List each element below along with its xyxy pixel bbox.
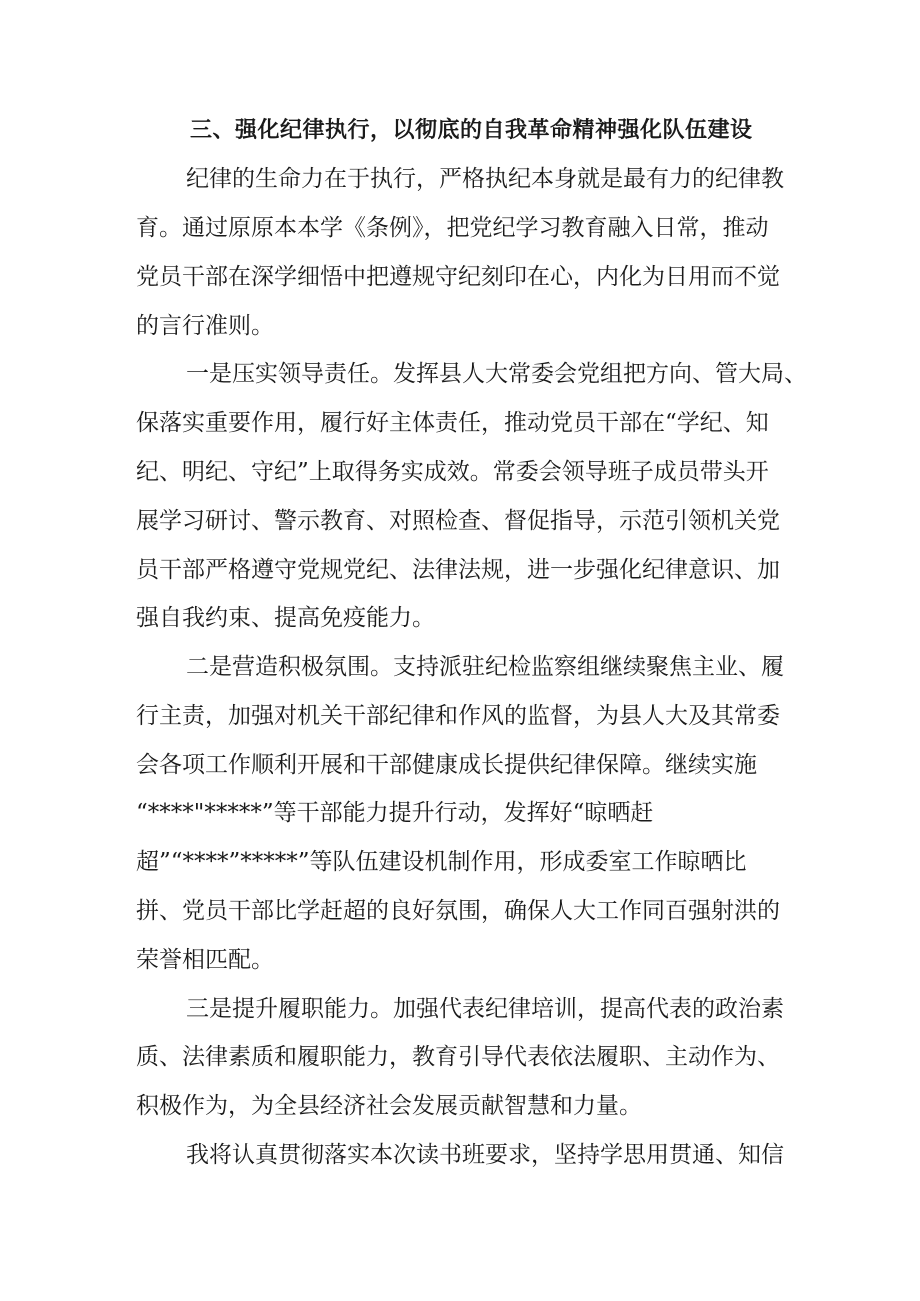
paragraph-line: “****"*****”等干部能力提升行动，发挥好“晾晒赶 <box>136 800 654 826</box>
paragraph-line: 二是营造积极氛围。支持派驻纪检监察组继续聚焦主业、履 <box>186 654 784 680</box>
paragraph-line: 纪、明纪、守纪”上取得务实成效。常委会领导班子成员带头开 <box>136 459 769 485</box>
paragraph-line: 荣誉相匹配。 <box>136 947 274 973</box>
paragraph-line: 纪律的生命力在于执行，严格执纪本身就是最有力的纪律教 <box>186 166 784 192</box>
paragraph-line: 员干部严格遵守党规党纪、法律法规，进一步强化纪律意识、加 <box>136 557 780 583</box>
paragraph-line: 三是提升履职能力。加强代表纪律培训，提高代表的政治素 <box>186 996 784 1022</box>
paragraph-line: 质、法律素质和履职能力，教育引导代表依法履职、主动作为、 <box>136 1044 780 1070</box>
paragraph-line: 超”“****”*****”等队伍建设机制作用，形成委室工作晾晒比 <box>136 849 747 875</box>
paragraph-line: 育。通过原原本本学《条例》，把党纪学习教育融入日常，推动 <box>136 215 769 241</box>
paragraph-line: 积极作为，为全县经济社会发展贡献智慧和力量。 <box>136 1093 642 1119</box>
paragraph-line: 行主责，加强对机关干部纪律和作风的监督，为县人大及其常委 <box>136 703 780 729</box>
paragraph-line: 党员干部在深学细悟中把遵规守纪刻印在心，内化为日用而不觉 <box>136 264 780 290</box>
paragraph-line: 的言行准则。 <box>136 313 274 339</box>
paragraph-line: 保落实重要作用，履行好主体责任，推动党员干部在“学纪、知 <box>136 410 769 436</box>
paragraph-line: 一是压实领导责任。发挥县人大常委会党组把方向、管大局、 <box>186 361 807 387</box>
paragraph-line: 会各项工作顺利开展和干部健康成长提供纪律保障。继续实施 <box>136 752 757 778</box>
paragraph-line: 展学习研讨、警示教育、对照检查、督促指导，示范引领机关党 <box>136 508 780 534</box>
section-heading: 三、强化纪律执行，以彻底的自我革命精神强化队伍建设 <box>190 118 753 143</box>
paragraph-line: 强自我约束、提高免疫能力。 <box>136 605 435 631</box>
paragraph-line: 拼、党员干部比学赶超的良好氛围，确保人大工作同百强射洪的 <box>136 898 780 924</box>
paragraph-line: 我将认真贯彻落实本次读书班要求，坚持学思用贯通、知信 <box>186 1142 784 1168</box>
